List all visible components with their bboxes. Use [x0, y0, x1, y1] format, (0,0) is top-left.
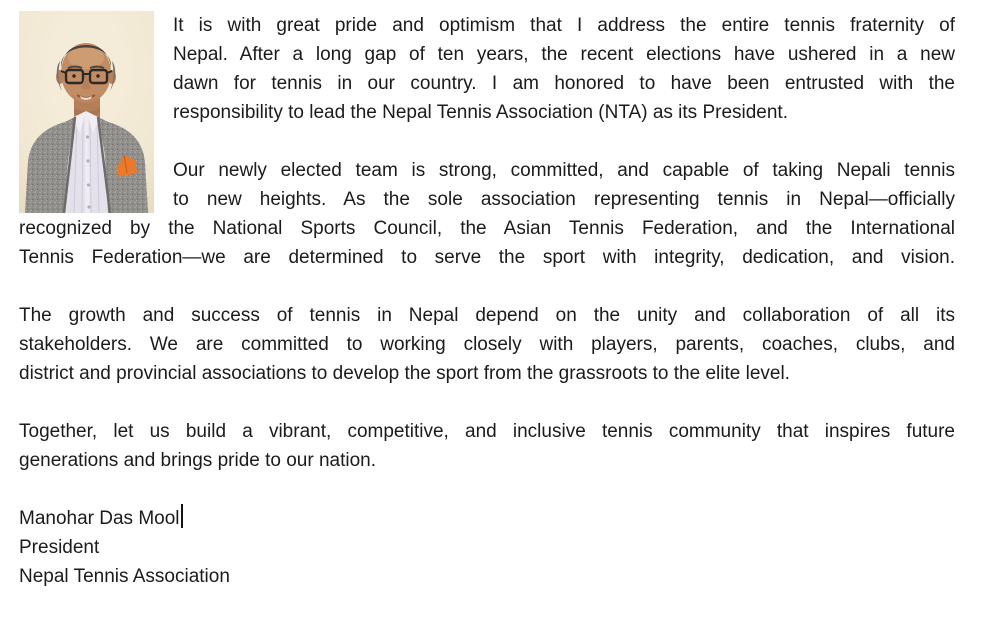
signature-organization: Nepal Tennis Association: [19, 566, 230, 587]
paragraph-1: [19, 11, 955, 127]
president-portrait-image: [19, 11, 154, 213]
signature-block: [19, 504, 955, 591]
text-line: responsibility to lead the Nepal Tennis Association (NTA) as its President.: [173, 102, 788, 123]
text-line: to new heights. As the sole association representing tennis in Nepal—officially: [173, 189, 955, 210]
text-line: generations and brings pride to our nation.: [19, 450, 377, 471]
text-line: Our newly elected team is strong, committed, and capable of taking Nepali tennis: [173, 160, 955, 181]
paragraph-3: [19, 301, 955, 388]
text-line: stakeholders. We are committed to working closely with players, parents, coaches, clubs, and: [19, 334, 955, 355]
signature-name: Manohar Das Mool: [19, 508, 180, 529]
paragraph-4: [19, 417, 955, 475]
text-line: recognized by the National Sports Council, the Asian Tennis Federation, and the International: [19, 218, 955, 239]
text-line: It is with great pride and optimism that I address the entire tennis fraternity of: [173, 15, 955, 36]
president-photo: [19, 11, 154, 213]
paragraph-2: [19, 156, 955, 272]
text-line: dawn for tennis in our country. I am honored to have been entrusted with the: [173, 73, 955, 94]
text-line: Tennis Federation—we are determined to serve the sport with integrity, dedication, and vision.: [19, 247, 955, 268]
text-line: The growth and success of tennis in Nepal depend on the unity and collaboration of all its: [19, 305, 955, 326]
signature-name-line: [19, 504, 955, 533]
document-editing-area[interactable]: [19, 11, 955, 591]
signature-title: President: [19, 537, 100, 558]
text-line: district and provincial associations to develop the sport from the grassroots to the elite level.: [19, 363, 790, 384]
text-line: Nepal. After a long gap of ten years, the recent elections have ushered in a new: [173, 44, 955, 65]
text-line: Together, let us build a vibrant, competitive, and inclusive tennis community that inspires future: [19, 421, 955, 442]
text-cursor: [181, 504, 183, 528]
